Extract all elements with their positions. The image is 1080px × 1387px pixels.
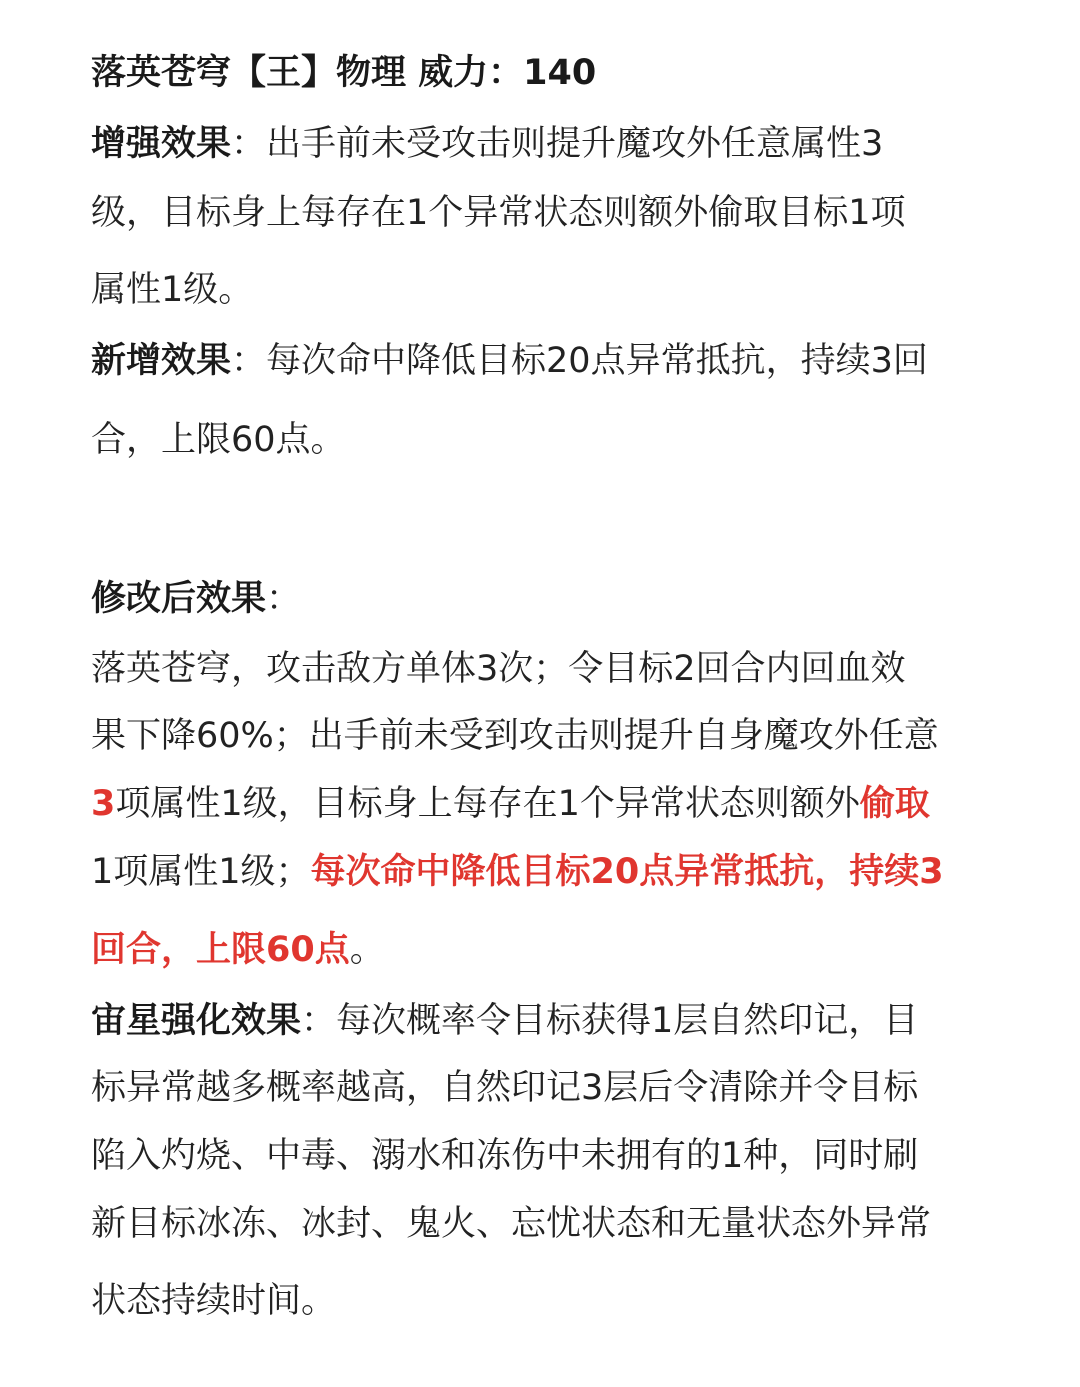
star-line-1 [91, 999, 918, 1043]
modified-highlight-steal: 偷取 [859, 784, 930, 824]
modified-text-4: 1项属性1级； [91, 852, 311, 892]
enhance-colon: ： [231, 124, 267, 164]
star-text-1: 每次概率令目标获得1层自然印记，目 [336, 1001, 919, 1041]
added-colon: ： [231, 341, 267, 381]
added-line-1 [91, 339, 928, 383]
modified-label: 修改后效果 [91, 579, 267, 619]
modified-highlight-resist: 每次命中降低目标20点异常抵抗，持续3 [310, 852, 944, 892]
enhance-label: 增强效果 [91, 124, 232, 164]
modified-text-3: 项属性1级，目标身上每存在1个异常状态则额外 [115, 784, 860, 824]
enhance-line-1 [91, 122, 883, 166]
modified-period: 。 [349, 930, 385, 970]
modified-colon: ： [266, 579, 302, 619]
skill-title: 落英苍穹【王】物理 威力：140 [91, 53, 597, 93]
star-line-3: 陷入灼烧、中毒、溺水和冻伤中未拥有的1种，同时刷 [91, 1136, 919, 1176]
modified-line-2: 果下降60%；出手前未受到攻击则提升自身魔攻外任意 [91, 716, 939, 756]
star-label: 宙星强化效果 [91, 1001, 302, 1041]
modified-line-4 [91, 850, 944, 894]
added-label: 新增效果 [91, 341, 232, 381]
added-line-2: 合，上限60点。 [91, 420, 346, 460]
star-line-5: 状态持续时间。 [91, 1281, 337, 1321]
modified-line-3 [91, 782, 930, 826]
modified-highlight-limit: 回合，上限60点 [91, 930, 350, 970]
enhance-text-1: 出手前未受攻击则提升魔攻外任意属性3 [266, 124, 884, 164]
enhance-line-3: 属性1级。 [91, 270, 254, 310]
modified-line-5 [91, 928, 385, 972]
modified-highlight-3: 3 [91, 784, 116, 824]
modified-line-1: 落英苍穹，攻击敌方单体3次；令目标2回合内回血效 [91, 649, 906, 689]
modified-heading [91, 577, 301, 621]
added-text-1: 每次命中降低目标20点异常抵抗，持续3回 [266, 341, 928, 381]
enhance-line-2: 级，目标身上每存在1个异常状态则额外偷取目标1项 [91, 193, 906, 233]
star-line-4: 新目标冰冻、冰封、鬼火、忘忧状态和无量状态外异常 [91, 1204, 932, 1244]
star-colon: ： [301, 1001, 337, 1041]
star-line-2: 标异常越多概率越高，自然印记3层后令清除并令目标 [91, 1068, 919, 1108]
